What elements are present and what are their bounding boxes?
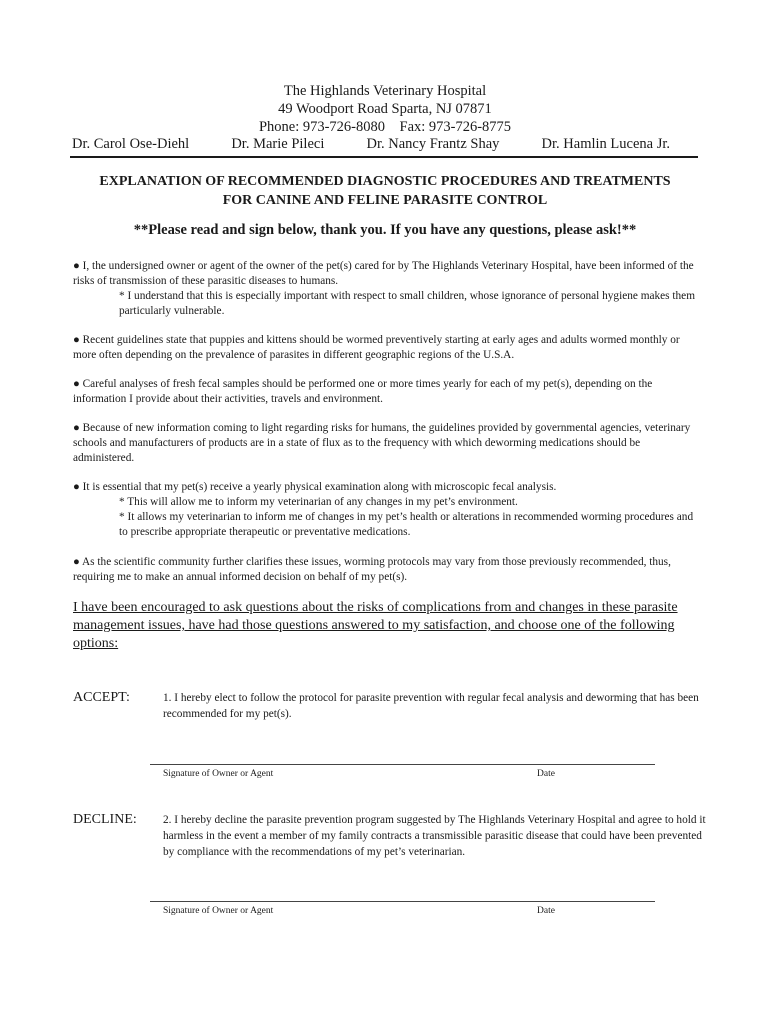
doctor-name: Dr. Carol Ose-Diehl <box>72 136 190 152</box>
paragraph-note: * I understand that this is especially important with respect to small children, whose ignorance of personal hygiene makes them particularly vulnerable. <box>119 290 695 317</box>
decline-text <box>163 812 708 860</box>
decline-date-label: Date <box>537 906 555 916</box>
accept-text <box>163 690 708 722</box>
title-line-1: EXPLANATION OF RECOMMENDED DIAGNOSTIC PROCEDURES AND TREATMENTS <box>99 174 671 189</box>
accept-signature-line[interactable] <box>150 764 655 765</box>
accept-date-label: Date <box>537 769 555 779</box>
decline-option-text: 2. I hereby decline the parasite prevention program suggested by The Highlands Veterinary Hospital and agree to hold it harmless in the event a member of my family contracts a transmissible parasitic disease that could have been prevented by compliance with the recommendations of my pet’s veterinarian. <box>163 814 706 858</box>
doctor-name: Dr. Nancy Frantz Shay <box>366 136 500 152</box>
accept-label: ACCEPT: <box>73 690 130 705</box>
title-line-2: FOR CANINE AND FELINE PARASITE CONTROL <box>222 193 548 208</box>
paragraph-text: ● It is essential that my pet(s) receive a yearly physical examination along with microscopic fecal analysis. <box>73 481 557 493</box>
paragraph-yearly-exam <box>73 480 703 540</box>
decline-signature-label: Signature of Owner or Agent <box>163 906 274 916</box>
letterhead <box>0 82 770 136</box>
paragraph-protocols: ● As the scientific community further clarifies these issues, worming protocols may vary from those previously recommended, thus, requiring me to make an annual informed decision on behalf of my pet(s). <box>73 556 671 583</box>
hospital-contact: Phone: 973-726-8080 Fax: 973-726-8775 <box>258 119 512 135</box>
doctor-name: Dr. Hamlin Lucena Jr. <box>541 136 670 152</box>
paragraph-fecal-analysis: ● Careful analyses of fresh fecal samples should be performed one or more times yearly for each of my pet(s), depending on the information I provide about their activities, travels and environment. <box>73 378 653 405</box>
accept-option-text: 1. I hereby elect to follow the protocol for parasite prevention with regular fecal analysis and deworming that has been recommended for my pet(s). <box>163 692 699 720</box>
document-title <box>60 172 710 210</box>
doctor-name: Dr. Marie Pileci <box>231 136 325 152</box>
paragraph-note: * This will allow me to inform my veterinarian of any changes in my pet’s environment. <box>119 496 518 508</box>
accept-signature-label: Signature of Owner or Agent <box>163 769 274 779</box>
doctor-list <box>72 136 670 153</box>
paragraph-risks <box>73 259 703 319</box>
hospital-name: The Highlands Veterinary Hospital <box>283 83 487 99</box>
paragraph-guidelines: ● Recent guidelines state that puppies and kittens should be wormed preventively starting at early ages and adults wormed monthly or more often depending on the prevalence of parasites in different geographic regions of the U.S.A. <box>73 334 680 361</box>
decline-label: DECLINE: <box>73 812 137 827</box>
header-divider <box>70 156 698 158</box>
hospital-address: 49 Woodport Road Sparta, NJ 07871 <box>278 101 492 117</box>
paragraph-note: * It allows my veterinarian to inform me of changes in my pet’s health or alterations in recommended worming procedures and to prescribe appropriate therapeutic or preventative medications. <box>119 511 694 538</box>
consent-statement: I have been encouraged to ask questions about the risks of complications from and changes in these parasite management issues, have had those questions answered to my satisfaction, and choose one of the following options: <box>73 600 678 651</box>
paragraph-new-information: ● Because of new information coming to light regarding risks for humans, the guidelines provided by governmental agencies, veterinary schools and manufacturers of products are in a state of flux as to the frequency with which deworming medications should be administered. <box>73 422 691 464</box>
instruction-banner: **Please read and sign below, thank you. If you have any questions, please ask!** <box>133 222 637 238</box>
decline-signature-line[interactable] <box>150 901 655 902</box>
paragraph-text: ● I, the undersigned owner or agent of the owner of the pet(s) cared for by The Highlands Veterinary Hospital, have been informed of the risks of transmission of these parasitic diseases to humans. <box>73 260 694 287</box>
